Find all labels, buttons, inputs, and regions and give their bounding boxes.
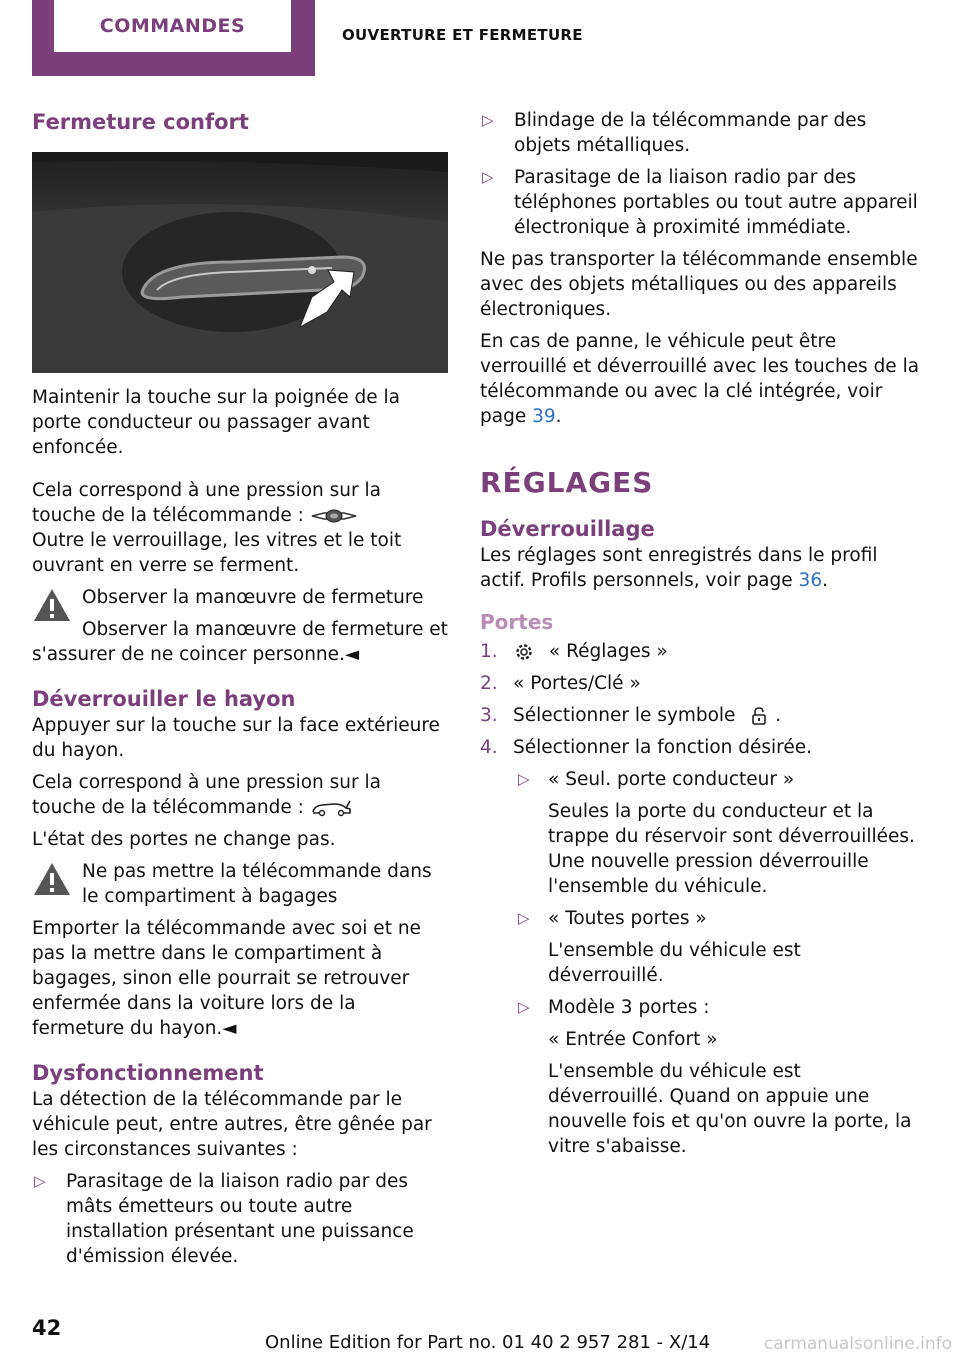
- chapter-tab-label: COMMANDES: [54, 0, 291, 52]
- watermark: carmanualsonline.info: [763, 1334, 952, 1354]
- tailgate-car-icon: [310, 798, 354, 818]
- right-column: [480, 108, 920, 1166]
- warning-closing-title: Observer la manœuvre de fermeture: [82, 587, 424, 608]
- list-item: ▷ Parasitage de la liaison radio par des téléphones portables ou tout autre appareil électronique à proximité immédiate.: [482, 167, 918, 238]
- para-correspond-2: Cela correspond à une pression sur la touche de la télécommande :: [32, 772, 381, 818]
- heading-portes: Portes: [480, 610, 554, 634]
- option-description: Seules la porte du conducteur et la trappe du réservoir sont déverrouillées. Une nouvelle pression déverrouille l'ensemble du véhicule.: [548, 801, 915, 897]
- heading-fermeture-confort: Fermeture confort: [32, 110, 249, 134]
- list-item: 4. Sélectionner la fonction désirée.: [480, 737, 812, 758]
- list-item: 1. « Réglages »: [480, 641, 668, 662]
- option-description: L'ensemble du véhicule est déverrouillé.: [548, 940, 801, 986]
- para-etat-portes: L'état des portes ne change pas.: [32, 829, 336, 850]
- para-maintenir: Maintenir la touche sur la poignée de la porte conducteur ou passager avant enfoncée.: [32, 387, 400, 458]
- heading-deverrouiller-hayon: Déverrouiller le hayon: [32, 687, 296, 711]
- para-reglages-enregistres: Les réglages sont enregistrés dans le profil actif. Profils personnels, voir page 36.: [480, 545, 878, 591]
- footer-edition: Online Edition for Part no. 01 40 2 957 281 - X/14: [265, 1332, 711, 1353]
- option-description: L'ensemble du véhicule est déverrouillé. Quand on appuie une nouvelle fois et qu'on ouvre la porte, la vitre s'abaisse.: [548, 1061, 912, 1157]
- mini-lock-icon: [310, 507, 358, 525]
- warning-icon: [32, 587, 72, 623]
- heading-reglages: RÉGLAGES: [480, 466, 654, 499]
- warning-closing: [32, 585, 448, 610]
- list-item: ▷ « Toutes portes »: [518, 908, 707, 929]
- bullet-triangle-icon: ▷: [482, 168, 494, 186]
- para-en-cas-de-panne: En cas de panne, le véhicule peut être verrouillé et déverrouillé avec les touches de la télécommande ou avec la clé intégrée, voir page 39.: [480, 331, 920, 427]
- bullet-triangle-icon: ▷: [482, 111, 494, 129]
- bullet-triangle-icon: ▷: [518, 998, 530, 1016]
- heading-dysfonctionnement: Dysfonctionnement: [32, 1061, 264, 1085]
- lock-icon: [749, 705, 769, 727]
- warning-icon: [32, 861, 72, 897]
- list-item: ▷ « Seul. porte conducteur »: [518, 769, 795, 790]
- para-appuyer: Appuyer sur la touche sur la face extérieure du hayon.: [32, 715, 440, 761]
- bullet-triangle-icon: ▷: [34, 1172, 46, 1190]
- page-number: 42: [32, 1316, 62, 1340]
- para-ne-pas-transporter: Ne pas transporter la télécommande ensemble avec des objets métalliques ou des appareils électroniques.: [480, 249, 918, 320]
- door-handle-photo: [32, 152, 448, 373]
- para-detection: La détection de la télécommande par le véhicule peut, entre autres, être gênée par les circonstances suivantes :: [32, 1089, 432, 1160]
- list-item: 3. Sélectionner le symbole .: [480, 705, 782, 726]
- gear-icon: [513, 641, 535, 663]
- option-subtitle: « Entrée Confort »: [548, 1029, 718, 1050]
- warning-trunk: [32, 859, 448, 909]
- chapter-tab[interactable]: [32, 0, 315, 76]
- page-link-39[interactable]: 39: [532, 406, 556, 427]
- heading-deverrouillage: Déverrouillage: [480, 517, 655, 541]
- page-link-36[interactable]: 36: [798, 570, 823, 591]
- section-title: OUVERTURE ET FERMETURE: [342, 26, 583, 44]
- warning-closing-body: Observer la manœuvre de fermeture et s'assurer de ne coincer personne.◄: [32, 619, 448, 665]
- warning-trunk-title: Ne pas mettre la télécommande dans le compartiment à bagages: [82, 861, 432, 907]
- list-item: ▷ Blindage de la télécommande par des objets métalliques.: [482, 110, 867, 156]
- left-column: [32, 108, 448, 1276]
- bullet-triangle-icon: ▷: [518, 909, 530, 927]
- para-outre: Outre le verrouillage, les vitres et le toit ouvrant en verre se ferment.: [32, 530, 402, 576]
- para-correspond-1: Cela correspond à une pression sur la touche de la télécommande :: [32, 480, 381, 526]
- list-item: 2. « Portes/Clé »: [480, 673, 641, 694]
- warning-trunk-body: Emporter la télécommande avec soi et ne pas la mettre dans le compartiment à bagages, sinon elle pourrait se retrouver enfermée dans la voiture lors de la fermeture du hayon.◄: [32, 918, 421, 1039]
- list-item: ▷ Modèle 3 portes :: [518, 997, 710, 1018]
- bullet-triangle-icon: ▷: [518, 770, 530, 788]
- list-item: ▷ Parasitage de la liaison radio par des mâts émetteurs ou toute autre installation présentant une puissance d'émission élevée.: [34, 1171, 414, 1267]
